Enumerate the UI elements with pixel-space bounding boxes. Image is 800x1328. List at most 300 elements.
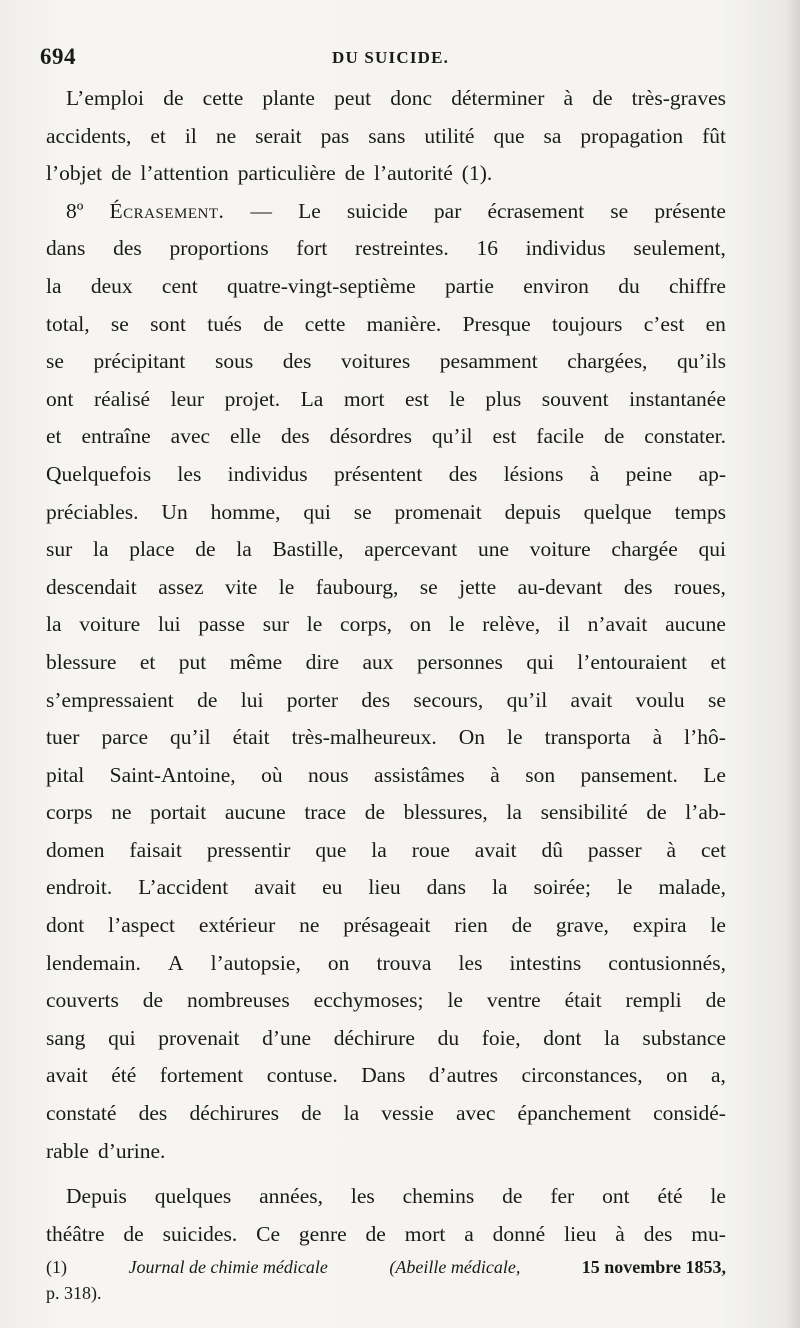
word: passe [198,612,245,637]
text-line [46,832,726,870]
word: il [557,612,570,637]
word: fût [702,123,726,148]
word: de [592,86,613,110]
text-line [46,1095,726,1133]
word: théâtre [46,1221,105,1246]
word: de [502,1184,523,1209]
word: Un [161,499,188,524]
word: de [646,800,667,825]
word: jette [459,574,497,599]
word: donné [492,1221,546,1246]
word: pesamment [439,349,538,374]
word: peut [334,86,372,110]
word: des [138,1101,168,1126]
word: que [493,123,525,148]
word: l’attention [140,161,229,186]
word: apercevant [364,537,458,562]
text-line [46,719,726,757]
footnote-page-ref: p. 318). [46,1283,102,1303]
word: (1). [461,161,493,186]
word: était [232,725,270,750]
word: Écrasement. [109,198,225,223]
word: des [113,236,142,261]
word: circonstances, [521,1063,643,1088]
word: l’ab- [685,800,726,825]
word: aux [362,649,394,674]
word: le [447,988,463,1013]
word: de [511,913,532,938]
word: la [604,1025,620,1050]
word: préciables. [46,499,139,524]
word: peine [625,461,673,486]
word: tués [207,311,242,336]
word: portait [150,800,207,825]
word: l’objet [46,161,103,186]
body-text [46,80,726,1253]
word: et [46,424,62,449]
word: proportions [169,236,269,261]
word: avec [170,424,211,449]
word: se [610,198,629,223]
word: a [464,1221,474,1246]
word: voulu [635,687,685,712]
word: est [404,386,429,411]
word: individus [227,461,308,486]
word: temps [674,499,726,524]
text-line [46,606,726,644]
word: chargées, [567,349,648,374]
text-line [46,193,726,231]
word: se [46,349,64,374]
word: son [525,762,556,787]
word: le [306,612,323,637]
word: chargée [611,537,678,562]
word: sur [46,537,73,562]
word: se [707,687,726,712]
word: quelque [583,499,652,524]
word: aucune [224,800,286,825]
word: qu’il [431,424,473,449]
word: provenait [158,1025,240,1050]
word: lieu [368,875,401,900]
word: et [139,649,156,674]
word: les [350,1184,375,1209]
word: lésions [503,461,564,486]
word: Bastille, [272,537,344,562]
word: sa [543,123,562,148]
word: années, [259,1184,323,1209]
word: du [618,273,640,298]
footnote-source: (Abeille médicale, [389,1257,521,1277]
word: assez [158,574,204,599]
footnote-date: 15 novembre 1853, [581,1257,726,1277]
word: lendemain. [46,950,141,975]
word: descendait [46,574,137,599]
word: présageait [343,913,431,938]
word: de [705,988,726,1013]
word: de [197,687,218,712]
word: instantanée [629,386,726,411]
text-line [46,118,726,156]
word: écrasement [487,198,585,223]
word: de [263,311,284,336]
word: était [564,988,602,1013]
word: l’aspect [108,913,175,938]
word: vessie [381,1101,434,1126]
word: à [589,461,600,486]
word: suicides. [162,1221,238,1246]
word: la [46,612,62,637]
word: — [250,198,272,223]
text-line [46,907,726,945]
word: depuis [504,499,561,524]
text-line [46,381,726,419]
word: Le [298,198,321,223]
word: à [563,86,574,110]
footnote [46,1254,726,1306]
word: sans [368,123,406,148]
word: tuer [46,725,80,750]
word: aucune [665,612,726,637]
word: leur [170,386,205,411]
word: seulement, [633,236,726,261]
word: cet [700,837,726,862]
word: été [657,1184,683,1209]
word: La [300,386,324,411]
word: dire [305,649,340,674]
word: restreintes. [355,236,449,261]
word: nous [307,762,349,787]
word: ne [299,913,320,938]
word: rien [454,913,488,938]
word: promenait [394,499,482,524]
word: ont [602,1184,630,1209]
word: à [490,762,500,787]
word: dans [46,236,86,261]
word: souvent [541,386,609,411]
word: soirée; [533,875,591,900]
word: roue [411,837,450,862]
word: relève, [482,612,541,637]
page-number: 694 [40,44,76,69]
word: rempli [625,988,682,1013]
word: donc [390,86,433,110]
word: fer [550,1184,575,1209]
word: l’hô- [684,725,726,750]
word: déchirure [333,1025,415,1050]
word: le [507,725,523,750]
word: le [710,1184,726,1209]
word: la [492,875,508,900]
word: 16 [476,236,498,261]
word: les [458,950,483,975]
word: la [46,273,62,298]
word: contuse. [266,1063,338,1088]
word: désordres [329,424,412,449]
paragraph-gap [46,1170,726,1178]
word: vite [225,574,258,599]
text-line [46,757,726,795]
word: la [506,800,522,825]
word: manière. [366,311,442,336]
word: personnes [416,649,503,674]
word: de [344,161,365,186]
word: les [177,461,202,486]
word: est [492,424,517,449]
word: qui [108,1025,136,1050]
word: plante [262,86,315,110]
footnote-marker: (1) [46,1257,67,1277]
word: dont [543,1025,582,1050]
word: à [652,725,663,750]
word: parce [101,725,148,750]
word: déchirures [189,1101,279,1126]
word: le [448,612,465,637]
page-header [40,44,730,74]
word: faubourg, [315,574,399,599]
word: des [282,349,312,374]
word: expira [632,913,687,938]
word: le [449,386,465,411]
word: qu’il [506,687,548,712]
word: Depuis [66,1184,127,1209]
word: on [327,950,350,975]
word: chemins [402,1184,475,1209]
word: homme, [210,499,281,524]
word: sur [262,612,289,637]
word: partie [444,273,494,298]
word: la [92,537,109,562]
word: du [437,1025,460,1050]
word: trace [304,800,347,825]
word: facile [536,424,585,449]
word: à [615,1221,625,1246]
word: extérieur [198,913,276,938]
text-line [46,794,726,832]
text-line [46,1216,726,1254]
word: genre [298,1221,347,1246]
word: avait [474,837,517,862]
word: total, [46,311,90,336]
word: 8º [66,198,84,223]
word: et [150,123,166,148]
word: assistâmes [374,762,465,787]
word: voiture [79,612,141,637]
word: au-devant [517,574,603,599]
word: intestins [509,950,582,975]
word: blessure [46,649,117,674]
word: substance [642,1025,726,1050]
word: cette [202,86,244,110]
word: la [236,537,252,562]
text-line [46,306,726,344]
text-line [46,982,726,1020]
word: pas [320,123,350,148]
word: et [710,649,726,674]
text-line [46,1020,726,1058]
word: dû [541,837,563,862]
word: en [705,311,726,336]
text-line [46,1133,726,1171]
text-line [46,1057,726,1095]
word: transporta [544,725,631,750]
word: fort [296,236,328,261]
word: sensibilité [540,800,628,825]
word: très-graves [631,86,726,110]
word: place [129,537,175,562]
word: de [195,537,216,562]
text-line [46,80,726,118]
word: où [261,762,283,787]
word: corps, [340,612,392,637]
word: à [666,837,677,862]
text-line [46,494,726,532]
word: se [353,499,372,524]
word: utilité [424,123,475,148]
text-line [46,343,726,381]
word: avec [455,1101,496,1126]
word: ne [215,123,237,148]
word: secours, [413,687,484,712]
word: ap- [698,461,726,486]
word: par [433,198,462,223]
word: L’accident [138,875,229,900]
word: voitures [340,349,411,374]
word: la [371,837,387,862]
page-edge-shadow [786,0,800,1328]
word: lui [240,687,264,712]
word: avait [570,687,613,712]
word: se [110,311,129,336]
word: cette [304,311,346,336]
word: présentent [334,461,423,486]
word: épanchement [517,1101,631,1126]
word: le [278,574,295,599]
word: de [603,424,625,449]
word: domen [46,837,105,862]
word: sous [214,349,254,374]
word: accidents, [46,123,132,148]
text-line [46,945,726,983]
text-line [46,644,726,682]
word: put [178,649,207,674]
word: foie, [481,1025,521,1050]
word: Presque [462,311,531,336]
text-line [46,569,726,607]
footnote-line-1 [46,1254,726,1280]
word: précipitant [93,349,186,374]
word: l’autopsie, [210,950,301,975]
word: faisait [129,837,182,862]
word: contusionnés, [608,950,726,975]
word: constater. [644,424,726,449]
word: que [315,837,347,862]
word: même [229,649,283,674]
word: c’est [643,311,685,336]
word: une [477,537,510,562]
word: de [301,1101,322,1126]
word: avait [254,875,297,900]
text-line [46,268,726,306]
word: trouva [376,950,432,975]
word: passer [587,837,642,862]
word: particulière [237,161,336,186]
word: chiffre [669,273,726,298]
word: de [111,161,132,186]
word: présente [654,198,726,223]
word: serait [255,123,302,148]
word: pital [46,762,85,787]
word: individus [525,236,606,261]
text-line [46,682,726,720]
word: a, [711,1063,726,1088]
word: des [280,424,310,449]
text-line [46,155,726,193]
word: deux [90,273,133,298]
word: pansement. [580,762,678,787]
word: malade, [658,875,726,900]
word: nombreuses [187,988,290,1013]
word: le [616,875,633,900]
word: ecchymoses; [313,988,424,1013]
word: ventre [486,988,541,1013]
word: déterminer [451,86,545,110]
word: L’emploi [66,86,145,110]
word: l’entouraient [577,649,688,674]
word: qui [303,499,331,524]
text-line [46,456,726,494]
word: on [409,612,432,637]
text-line [46,869,726,907]
word: elle [229,424,262,449]
running-head: DU SUICIDE. [332,48,450,67]
word: considé- [653,1101,726,1126]
word: endroit. [46,875,113,900]
word: des [623,574,653,599]
word: propagation [580,123,684,148]
text-line [46,418,726,456]
word: blessures, [403,800,488,825]
word: sang [46,1025,86,1050]
word: constaté [46,1101,117,1126]
word: Quelquefois [46,461,152,486]
word: de [365,1221,386,1246]
word: sont [150,311,186,336]
word: des [361,687,391,712]
word: entraîne [81,424,151,449]
word: l’autorité [373,161,453,186]
word: toujours [551,311,623,336]
word: mort [343,386,385,411]
word: dont [46,913,85,938]
word: d’urine. [97,1138,166,1163]
word: plus [485,386,522,411]
word: couverts [46,988,119,1013]
word: Dans [361,1063,406,1088]
word: Ce [256,1221,281,1246]
footnote-line-2 [46,1280,726,1306]
word: suicide [346,198,408,223]
word: n’avait [587,612,648,637]
word: de [123,1221,144,1246]
word: corps [46,800,93,825]
word: ne [111,800,132,825]
word: la [343,1101,360,1126]
word: qu’ils [676,349,726,374]
word: voiture [529,537,591,562]
word: avait [46,1063,88,1088]
footnote-journal: Journal de chimie médicale [128,1257,328,1277]
